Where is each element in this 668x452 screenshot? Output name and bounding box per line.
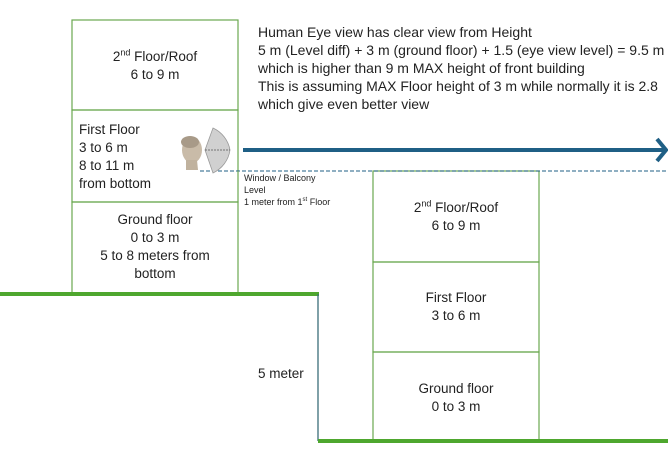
label-line: First Floor [425,290,487,305]
note-line: which is higher than 9 m MAX height of front building [258,60,585,76]
label-sup: st [302,197,308,203]
label-line: Level [244,185,266,195]
label-sup: nd [120,47,131,58]
label-line: 5 to 8 meters from [100,248,210,263]
rear-roof-range: 6 to 9 m [130,67,180,82]
rear-roof-label [72,48,238,84]
label-line: bottom [134,266,176,281]
label-line: 0 to 3 m [130,230,180,245]
note-line: which give even better view [258,96,430,112]
label-line: Ground floor [117,212,193,227]
label-line: 3 to 6 m [431,308,481,323]
label-line: Window / Balcony [244,173,316,183]
human-head-icon [181,128,230,173]
label-line: 3 to 6 m [79,140,128,155]
label-part: Floor/Roof [431,200,499,215]
explanation-note [258,23,664,113]
level-difference-label: 5 meter [258,366,304,381]
label-line: Ground floor [418,381,494,396]
front-ground-label [373,380,539,416]
note-line: 5 m (Level diff) + 3 m (ground floor) + 1.5 (eye view level) = 9.5 m [258,42,665,58]
window-level-note [244,172,330,208]
label-part: 2 [413,200,422,215]
label-line: from bottom [79,176,152,191]
label-line: 8 to 11 m [79,158,135,173]
front-roof-label [373,199,539,235]
note-line: Human Eye view has clear view from Height [258,24,532,40]
label-line: First Floor [79,122,140,137]
label-part: Floor [307,197,331,207]
label-part: Floor/Roof [130,49,198,64]
label-line: 0 to 3 m [431,399,481,414]
label-part: 2 [112,49,121,64]
label-sup: nd [421,198,432,209]
label-part: 1 meter from 1 [244,197,303,207]
rear-first-label [79,121,151,193]
front-first-label [373,289,539,325]
front-roof-range: 6 to 9 m [431,218,481,233]
rear-ground-label [72,211,238,283]
note-line: This is assuming MAX Floor height of 3 m while normally it is 2.8 [258,78,658,94]
